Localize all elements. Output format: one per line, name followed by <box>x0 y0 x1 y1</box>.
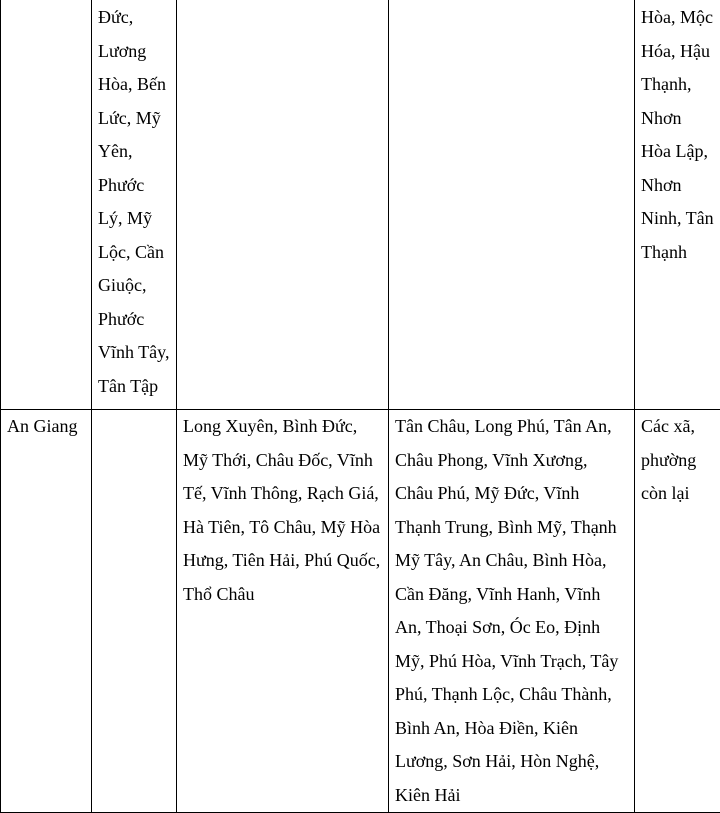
cell-col2: Đức, Lương Hòa, Bến Lức, Mỹ Yên, Phước Lý, Mỹ Lộc, Cần Giuộc, Phước Vĩnh Tây, Tân Tập <box>92 0 177 410</box>
cell-col3: Long Xuyên, Bình Đức, Mỹ Thới, Châu Đốc, Vĩnh Tế, Vĩnh Thông, Rạch Giá, Hà Tiên, Tô Châu, Mỹ Hòa Hưng, Tiên Hải, Phú Quốc, Thổ Châu <box>177 410 389 813</box>
cell-col2 <box>92 410 177 813</box>
cell-col5: Các xã, phường còn lại <box>635 410 720 813</box>
cell-col3 <box>177 0 389 410</box>
table-row <box>1 410 720 813</box>
cell-col4 <box>389 0 635 410</box>
cell-col4: Tân Châu, Long Phú, Tân An, Châu Phong, Vĩnh Xương, Châu Phú, Mỹ Đức, Vĩnh Thạnh Trung, Bình Mỹ, Thạnh Mỹ Tây, An Châu, Bình Hòa, Cần Đăng, Vĩnh Hanh, Vĩnh An, Thoại Sơn, Óc Eo, Định Mỹ, Phú Hòa, Vĩnh Trạch, Tây Phú, Thạnh Lộc, Châu Thành, Bình An, Hòa Điền, Kiên Lương, Sơn Hải, Hòn Nghệ, Kiên Hải <box>389 410 635 813</box>
province-cell: An Giang <box>1 410 92 813</box>
table-row <box>1 0 720 410</box>
province-cell <box>1 0 92 410</box>
cell-col5: Hòa, Mộc Hóa, Hậu Thạnh, Nhơn Hòa Lập, Nhơn Ninh, Tân Thạnh <box>635 0 720 410</box>
